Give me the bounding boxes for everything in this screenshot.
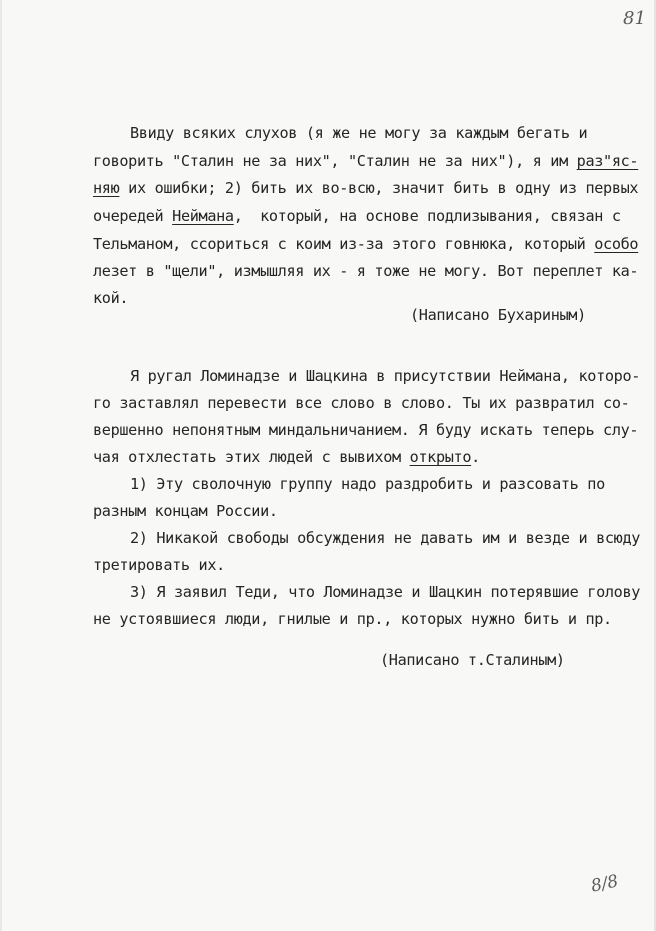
list-item-3: 3) Я заявил Теди, что Ломинадзе и Шацкин потерявшие голову [130,583,641,601]
underlined-text: открыто [409,448,472,466]
text-line [93,153,638,169]
text-line [93,236,638,252]
text-segment: чая отхлестать этих людей с вывихом [93,448,410,466]
text-line: лезет в "щели", измышляя их - я тоже не могу. Вот переплет ка- [93,262,639,280]
list-item-1-cont: разным концам России. [93,502,278,520]
text-line: Ввиду всяких слухов (я же не могу за каждым бегать и [130,124,588,142]
text-segment: Тельманом, ссориться с коим из-за этого говнюка, который [93,235,595,253]
underlined-text: няю [93,179,120,197]
text-line [93,449,480,465]
text-line: го заставлял перевести все слово в слово. Ты их развратил со- [93,394,630,412]
text-segment: очередей [93,207,173,225]
underlined-text: особо [594,235,639,253]
underlined-text: раз"яс- [576,152,639,170]
text-segment: говорить "Сталин не за них", "Сталин не за них"), я им [93,152,577,170]
list-item-2-cont: третировать их. [93,556,225,574]
text-line: кой. [93,289,129,307]
text-line [93,180,638,196]
archive-mark: 8/8 [589,871,621,897]
text-segment: , который, на основе подлизывания, связан с [233,207,621,225]
text-segment: их ошибки; 2) бить их во-всю, значит бить в одну из первых [119,179,639,197]
text-segment: . [471,448,480,466]
underlined-text: Неймана [172,207,234,225]
text-line [93,208,621,224]
signature-stalin: (Написано т.Сталиным) [380,651,565,669]
list-item-3-cont: не устоявшиеся люди, гнилые и пр., которых нужно бить и пр. [93,610,612,628]
list-item-1: 1) Эту сволочную группу надо раздробить и разсовать по [130,475,605,493]
list-item-2: 2) Никакой свободы обсуждения не давать им и везде и всюду [130,529,641,547]
page-number: 81 [623,8,646,29]
text-line: вершенно непонятным миндальничанием. Я буду искать теперь слу- [93,421,639,439]
signature-bukharin: (Написано Бухариным) [410,306,586,324]
text-line: Я ругал Ломинадзе и Шацкина в присутствии Неймана, которо- [130,367,641,385]
